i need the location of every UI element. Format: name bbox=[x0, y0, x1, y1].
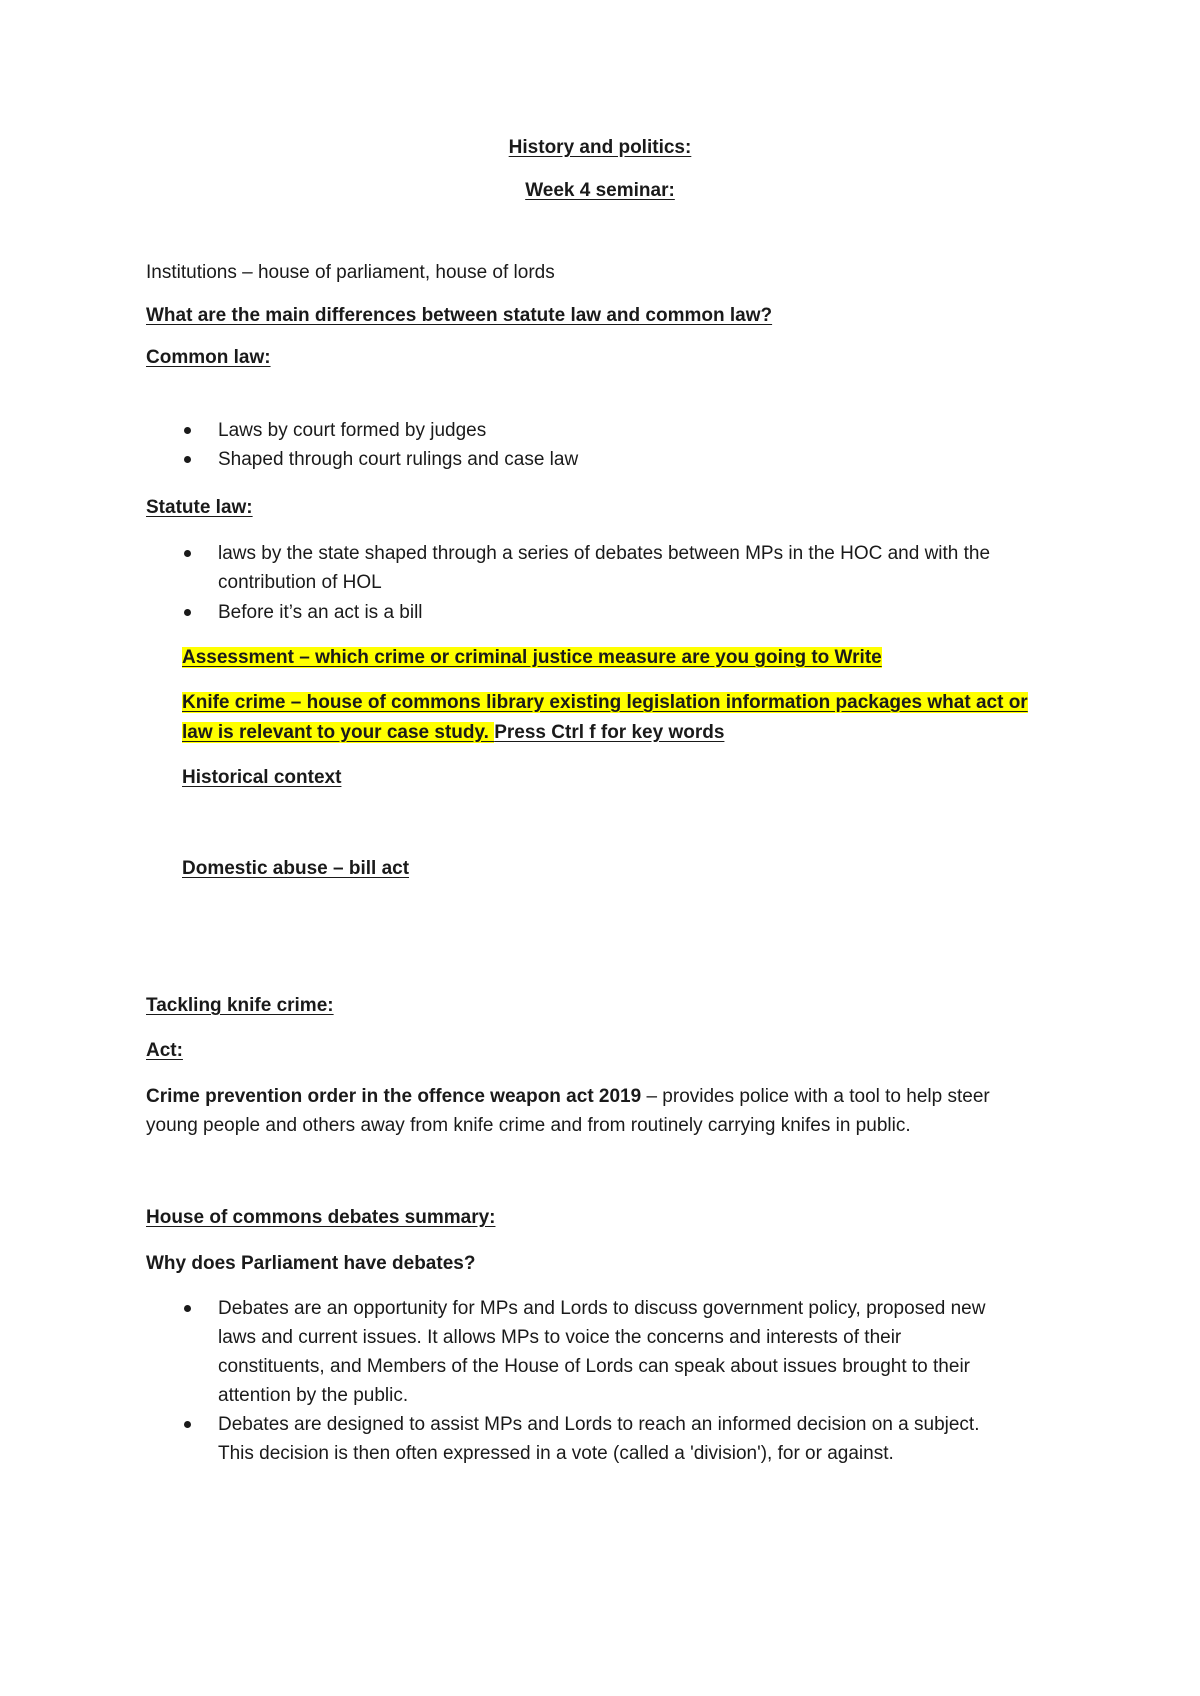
bullet-icon bbox=[184, 427, 191, 434]
tackling-knife-crime-heading: Tackling knife crime: bbox=[146, 995, 334, 1016]
debates-bullet-line: constituents, and Members of the House of Lords can speak about issues brought to their bbox=[218, 1356, 970, 1377]
why-debates-heading: Why does Parliament have debates? bbox=[146, 1253, 476, 1274]
document-subtitle: Week 4 seminar: bbox=[525, 180, 675, 201]
statute-law-bullet-line: contribution of HOL bbox=[218, 572, 382, 593]
debates-bullet-line: laws and current issues. It allows MPs to voice the concerns and interests of their bbox=[218, 1327, 902, 1348]
common-law-heading: Common law: bbox=[146, 347, 271, 368]
debates-bullet-line: This decision is then often expressed in a vote (called a 'division'), for or against. bbox=[218, 1443, 894, 1464]
common-law-bullet: Laws by court formed by judges bbox=[218, 420, 487, 441]
statute-law-bullet: Before it’s an act is a bill bbox=[218, 602, 423, 623]
knife-crime-highlight: law is relevant to your case study. bbox=[182, 722, 495, 743]
debates-bullet-line: Debates are an opportunity for MPs and Lords to discuss government policy, proposed new bbox=[218, 1298, 986, 1319]
knife-crime-note-line2 bbox=[182, 719, 724, 747]
crime-prevention-act-name: Crime prevention order in the offence weapon act 2019 bbox=[146, 1086, 642, 1107]
common-law-bullet: Shaped through court rulings and case law bbox=[218, 449, 579, 470]
historical-context-heading: Historical context bbox=[182, 767, 342, 788]
bullet-icon bbox=[184, 1421, 191, 1428]
bullet-icon bbox=[184, 1305, 191, 1312]
debates-bullet-line: Debates are designed to assist MPs and Lords to reach an informed decision on a subject. bbox=[218, 1414, 980, 1435]
institutions-text: Institutions – house of parliament, house of lords bbox=[146, 262, 555, 283]
knife-crime-highlight: Knife crime – house of commons library existing legislation information packages what act or bbox=[182, 692, 1028, 713]
document-title: History and politics: bbox=[508, 137, 692, 158]
hoc-debates-summary-heading: House of commons debates summary: bbox=[146, 1207, 496, 1228]
debates-bullet-line: attention by the public. bbox=[218, 1385, 409, 1406]
bullet-icon bbox=[184, 609, 191, 616]
assessment-highlight: Assessment – which crime or criminal justice measure are you going to Write bbox=[182, 647, 882, 668]
crime-prevention-line2: young people and others away from knife crime and from routinely carrying knifes in public. bbox=[146, 1115, 911, 1136]
bullet-icon bbox=[184, 550, 191, 557]
press-ctrl-tip: Press Ctrl f for key words bbox=[494, 722, 725, 743]
crime-prevention-description: – provides police with a tool to help steer bbox=[641, 1086, 990, 1107]
crime-prevention-line1 bbox=[146, 1083, 990, 1111]
domestic-abuse-heading: Domestic abuse – bill act bbox=[182, 858, 410, 879]
statute-law-heading: Statute law: bbox=[146, 497, 253, 518]
act-heading: Act: bbox=[146, 1040, 183, 1061]
bullet-icon bbox=[184, 456, 191, 463]
assessment-note bbox=[182, 644, 882, 672]
main-question-heading: What are the main differences between statute law and common law? bbox=[146, 305, 773, 326]
statute-law-bullet-line: laws by the state shaped through a series of debates between MPs in the HOC and with the bbox=[218, 543, 991, 564]
knife-crime-note-line1 bbox=[182, 689, 1028, 717]
